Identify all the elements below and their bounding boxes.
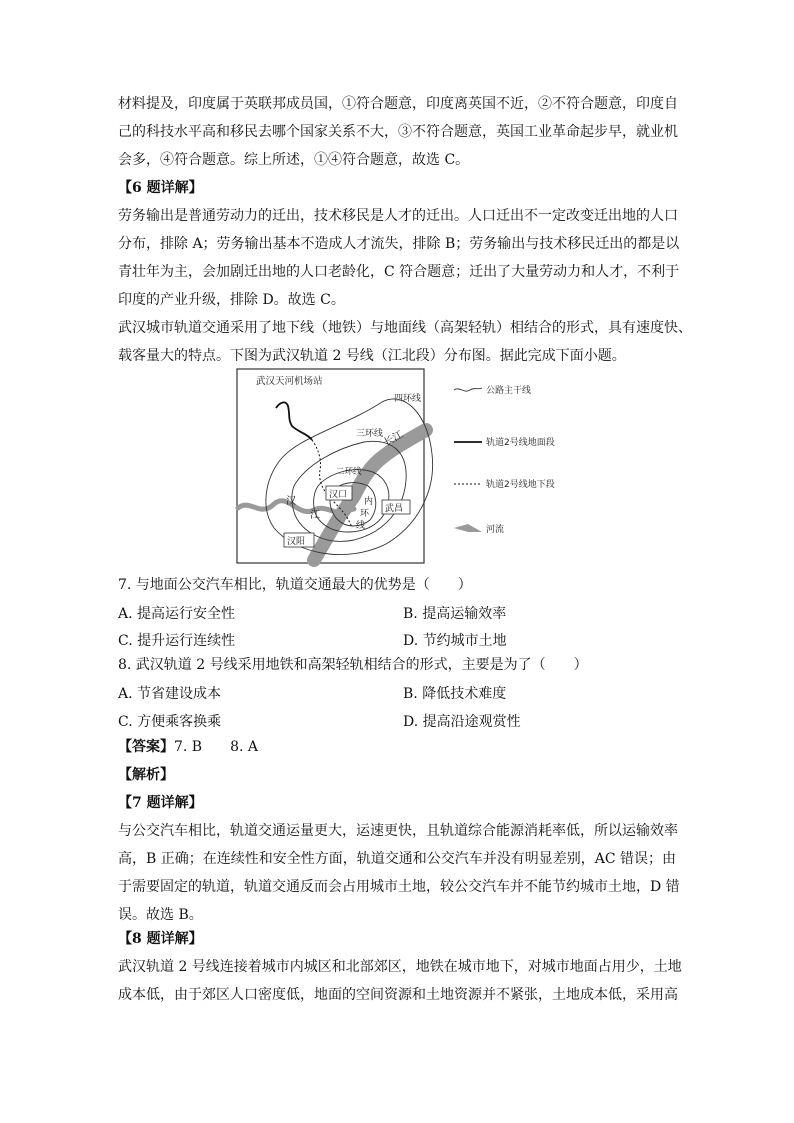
question-7-option-d[interactable]: D. 节约城市土地 xyxy=(403,633,507,649)
answer-value: 7. B 8. A xyxy=(174,739,259,755)
text-line: 己的科技水平高和移民去哪个国家关系不大，③不符合题意，英国工业革命起步早，就业机 xyxy=(118,124,678,140)
text-line: 会多，④符合题意。综上所述，①④符合题意，故选 C。 xyxy=(118,152,470,168)
answer-line xyxy=(118,733,678,761)
text-line: 印度的产业升级，排除 D。故选 C。 xyxy=(118,292,345,308)
question-7-option-b[interactable]: B. 提高运输效率 xyxy=(403,606,507,622)
section-heading-8: 【8 题详解】 xyxy=(118,931,203,947)
explanation-7-line: 高，B 正确；在连续性和安全性方面，轨道交通和公交汽车并没有明显差别，AC 错误；由 xyxy=(118,851,677,867)
explanation-7-line: 于需要固定的轨道，轨道交通反而会占用城市土地，较公交汽车并不能节约城市土地，D 错 xyxy=(118,879,680,895)
inner-ring-label-1: 内 xyxy=(364,497,374,507)
question-8-option-c[interactable]: C. 方便乘客换乘 xyxy=(118,714,222,730)
second-ring-label: 二环线 xyxy=(336,467,362,477)
hanyang-label: 汉阳 xyxy=(287,537,306,547)
text-line: 武汉城市轨道交通采用了地下线（地铁）与地面线（高架轻轨）相结合的形式，具有速度快、 xyxy=(118,320,692,336)
han-river-label-2: 江 xyxy=(310,510,320,521)
question-8-stem: 8. 武汉轨道 2 号线采用地铁和高架轻轨相结合的形式，主要是为了（ ） xyxy=(118,657,588,673)
legend-road-label: 公路主干线 xyxy=(486,386,532,396)
wuchang-label: 武昌 xyxy=(385,504,404,514)
legend-road-symbol xyxy=(454,388,482,391)
legend-river-label: 河流 xyxy=(486,525,505,535)
text-line: 载客量大的特点。下图为武汉轨道 2 号线（江北段）分布图。据此完成下面小题。 xyxy=(118,348,626,364)
explanation-8-line: 成本低，由于郊区人口密度低，地面的空间资源和土地资源并不紧张，土地成本低，采用高 xyxy=(118,987,678,1003)
section-heading-7: 【7 题详解】 xyxy=(118,795,203,811)
explanation-7-line: 误。故选 B。 xyxy=(118,907,203,923)
analysis-heading: 【解析】 xyxy=(118,767,174,783)
third-ring-label: 三环线 xyxy=(356,429,384,439)
question-7-option-c[interactable]: C. 提升运行连续性 xyxy=(118,633,236,649)
airport-station-label: 武汉天河机场站 xyxy=(256,376,323,387)
legend-underground-label: 轨道2号线地下段 xyxy=(486,480,555,490)
fourth-ring-label: 四环线 xyxy=(394,394,422,404)
text-line: 劳务输出是普通劳动力的迁出，技术移民是人才的迁出。人口迁出不一定改变迁出地的人口 xyxy=(118,208,678,224)
explanation-7-line: 与公交汽车相比，轨道交通运量更大，运速更快，且轨道综合能源消耗率低，所以运输效率 xyxy=(118,823,678,839)
text-line: 材料提及，印度属于英联邦成员国，①符合题意，印度离英国不近，②不符合题意，印度自 xyxy=(118,96,678,112)
text-line: 青壮年为主，会加剧迁出地的人口老龄化，C 符合题意；迁出了大量劳动力和人才，不利于 xyxy=(118,264,680,280)
question-8-option-d[interactable]: D. 提高沿途观赏性 xyxy=(403,714,521,730)
han-river-label-1: 汉 xyxy=(286,496,296,507)
legend-river-symbol xyxy=(454,524,482,532)
explanation-8-line: 武汉轨道 2 号线连接着城市内城区和北部郊区，地铁在城市地下，对城市地面占用少，土地 xyxy=(118,959,682,975)
hankou-label: 汉口 xyxy=(329,490,348,500)
answer-label: 【答案】 xyxy=(118,739,174,755)
question-7-stem: 7. 与地面公交汽车相比，轨道交通最大的优势是（ ） xyxy=(118,577,472,593)
text-line: 分布，排除 A；劳务输出基本不造成人才流失，排除 B；劳务输出与技术移民迁出的都是以 xyxy=(118,236,680,252)
question-7-option-a[interactable]: A. 提高运行安全性 xyxy=(118,606,236,622)
wuhan-metro-line2-map xyxy=(236,368,555,570)
inner-ring-label-2: 环 xyxy=(360,509,370,519)
legend-ground-label: 轨道2号线地面段 xyxy=(486,438,555,448)
section-heading-6: 【6 题详解】 xyxy=(118,180,203,196)
yangtze-label: 长江 xyxy=(382,429,406,449)
inner-ring-label-3: 线 xyxy=(356,521,366,531)
question-8-option-a[interactable]: A. 节省建设成本 xyxy=(118,686,222,702)
question-8-option-b[interactable]: B. 降低技术难度 xyxy=(403,686,507,702)
